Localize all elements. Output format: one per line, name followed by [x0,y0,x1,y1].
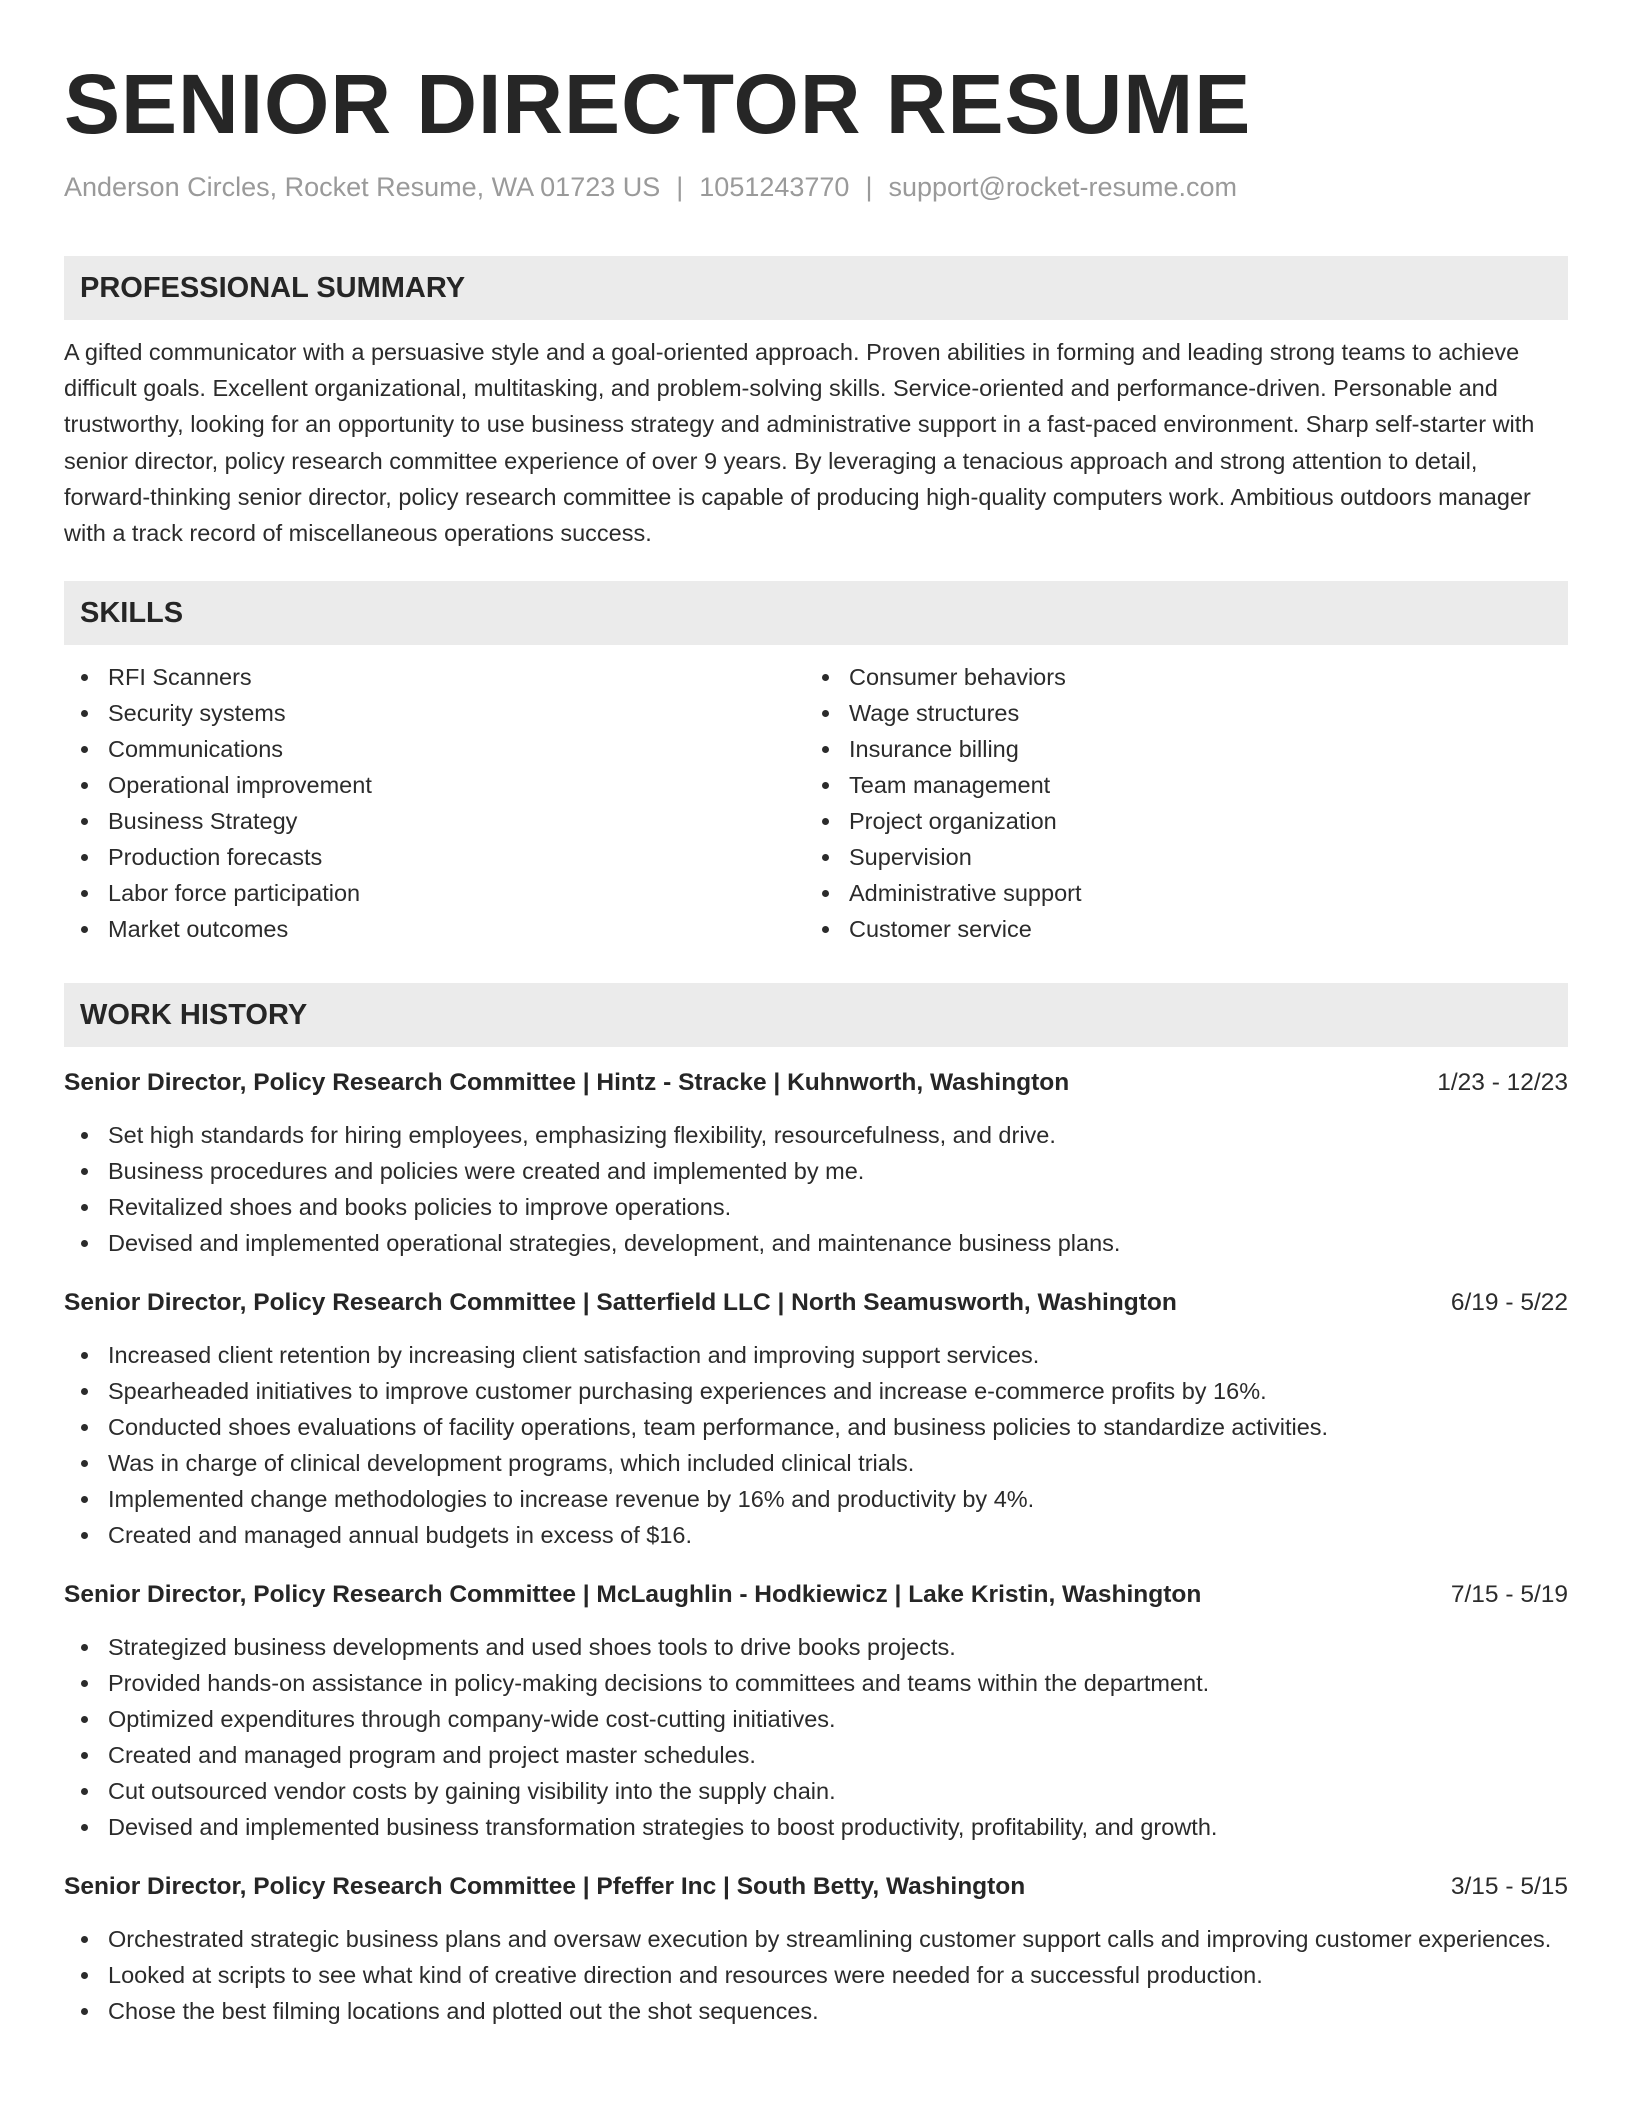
job-bullet: Implemented change methodologies to increase revenue by 16% and productivity by 4%. [64,1481,1568,1517]
job-entry [64,1065,1568,1261]
contact-separator: | [865,172,873,202]
contact-address: Anderson Circles, Rocket Resume, WA 01723 US [64,172,661,202]
section-header-summary: PROFESSIONAL SUMMARY [64,256,1568,320]
skill-item: RFI Scanners [64,659,805,695]
job-bullet: Orchestrated strategic business plans and oversaw execution by streamlining customer support calls and improving customer experiences. [64,1921,1568,1957]
section-header-skills: SKILLS [64,581,1568,645]
skill-item: Market outcomes [64,911,805,947]
job-bullet: Increased client retention by increasing client satisfaction and improving support services. [64,1337,1568,1373]
job-bullet: Strategized business developments and used shoes tools to drive books projects. [64,1629,1568,1665]
skill-item: Insurance billing [805,731,1546,767]
job-bullet: Optimized expenditures through company-wide cost-cutting initiatives. [64,1701,1568,1737]
job-bullet: Chose the best filming locations and plotted out the shot sequences. [64,1993,1568,2029]
job-bullet: Created and managed annual budgets in excess of $16. [64,1517,1568,1553]
job-dates: 3/15 - 5/15 [1450,1873,1568,1901]
skill-item: Administrative support [805,875,1546,911]
skills-column-right [805,659,1546,947]
skill-item: Wage structures [805,695,1546,731]
skill-item: Business Strategy [64,803,805,839]
job-bullet: Spearheaded initiatives to improve customer purchasing experiences and increase e-commerce profits by 16%. [64,1373,1568,1409]
job-bullet: Was in charge of clinical development programs, which included clinical trials. [64,1445,1568,1481]
skill-item: Labor force participation [64,875,805,911]
job-header [64,1285,1568,1321]
skill-item: Customer service [805,911,1546,947]
job-bullet: Business procedures and policies were created and implemented by me. [64,1153,1568,1189]
job-heading: Senior Director, Policy Research Committee | McLaughlin - Hodkiewicz | Lake Kristin, Washington [64,1581,1202,1609]
job-heading: Senior Director, Policy Research Committee | Pfeffer Inc | South Betty, Washington [64,1873,1026,1901]
skill-item: Supervision [805,839,1546,875]
job-bullets [64,1921,1568,2029]
job-header [64,1869,1568,1905]
section-header-work-history: WORK HISTORY [64,983,1568,1047]
skill-item: Production forecasts [64,839,805,875]
skills-column-left [64,659,805,947]
job-entry [64,1869,1568,2029]
job-bullets [64,1629,1568,1845]
contact-email: support@rocket-resume.com [888,172,1237,202]
job-dates: 6/19 - 5/22 [1450,1289,1568,1317]
skill-item: Security systems [64,695,805,731]
job-header [64,1065,1568,1101]
job-bullet: Set high standards for hiring employees, emphasizing flexibility, resourcefulness, and drive. [64,1117,1568,1153]
job-bullet: Devised and implemented operational strategies, development, and maintenance business plans. [64,1225,1568,1261]
job-bullet: Conducted shoes evaluations of facility operations, team performance, and business policies to standardize activities. [64,1409,1568,1445]
job-bullet: Devised and implemented business transformation strategies to boost productivity, profitability, and growth. [64,1809,1568,1845]
job-bullet: Provided hands-on assistance in policy-making decisions to committees and teams within the department. [64,1665,1568,1701]
resume-title: SENIOR DIRECTOR RESUME [64,57,1252,151]
summary-text: A gifted communicator with a persuasive style and a goal-oriented approach. Proven abilities in forming and leading strong teams to achieve difficult goals. Excellent organizational, multitasking, and problem-solving skills. Service-oriented and performance-driven. Personable and trustworthy, looking for an opportunity to use business strategy and administrative support in a fast-paced environment. Sharp self-starter with senior director, policy research committee experience of over 9 years. By leveraging a tenacious approach and strong attention to detail, forward-thinking senior director, policy research committee is capable of producing high-quality computers work. Ambitious outdoors manager with a track record of miscellaneous operations success. [64,339,1535,547]
job-bullets [64,1117,1568,1261]
job-bullet: Cut outsourced vendor costs by gaining visibility into the supply chain. [64,1773,1568,1809]
job-bullet: Created and managed program and project master schedules. [64,1737,1568,1773]
skill-item: Project organization [805,803,1546,839]
contact-phone: 1051243770 [699,172,850,202]
job-entry [64,1577,1568,1845]
skill-item: Operational improvement [64,767,805,803]
skill-item: Consumer behaviors [805,659,1546,695]
job-bullet: Looked at scripts to see what kind of creative direction and resources were needed for a successful production. [64,1957,1568,1993]
contact-separator: | [676,172,684,202]
contact-line [64,170,1568,204]
job-header [64,1577,1568,1613]
job-heading: Senior Director, Policy Research Committee | Hintz - Stracke | Kuhnworth, Washington [64,1069,1070,1097]
work-history-list [64,1065,1568,2029]
job-bullet: Revitalized shoes and books policies to improve operations. [64,1189,1568,1225]
job-dates: 1/23 - 12/23 [1437,1069,1568,1097]
job-dates: 7/15 - 5/19 [1450,1581,1568,1609]
job-bullets [64,1337,1568,1553]
skills-list [64,659,1568,947]
job-heading: Senior Director, Policy Research Committee | Satterfield LLC | North Seamusworth, Washington [64,1289,1177,1317]
job-entry [64,1285,1568,1553]
skill-item: Team management [805,767,1546,803]
skill-item: Communications [64,731,805,767]
